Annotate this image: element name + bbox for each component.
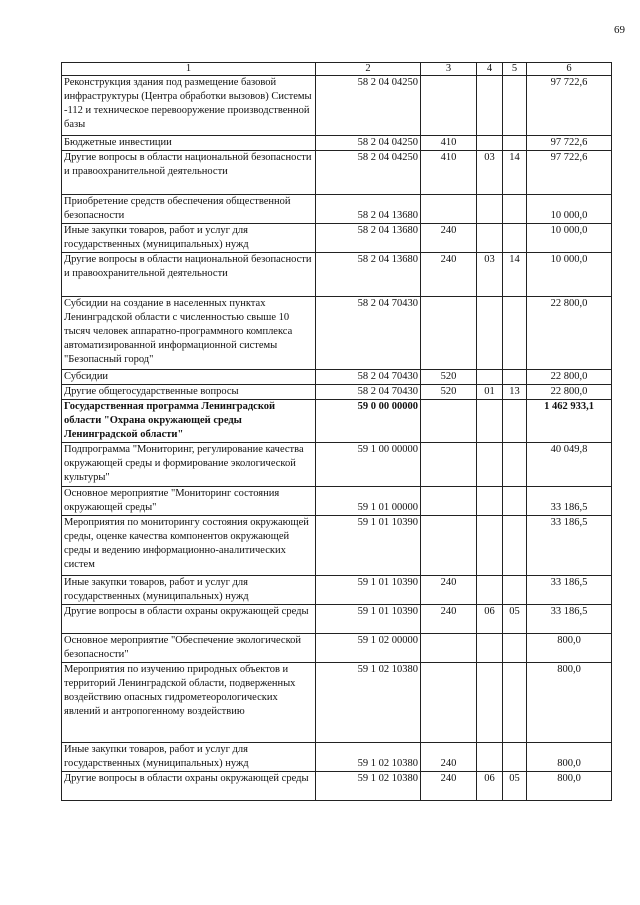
row-name-cell: Основное мероприятие "Мониторинг состояния окружающей среды" [62, 487, 316, 516]
table-row [62, 297, 612, 370]
row-expense-type-cell [421, 663, 477, 743]
row-subsection-cell: 05 [503, 605, 527, 634]
row-code-cell: 58 2 04 13680 [316, 253, 421, 297]
row-subsection-cell [503, 487, 527, 516]
table-row [62, 136, 612, 151]
table-row [62, 605, 612, 634]
row-code-cell: 58 2 04 04250 [316, 136, 421, 151]
row-subsection-cell [503, 136, 527, 151]
row-expense-type-cell [421, 487, 477, 516]
table-row [62, 253, 612, 297]
row-name-cell: Иные закупки товаров, работ и услуг для государственных (муниципальных) нужд [62, 576, 316, 605]
row-expense-type-cell [421, 400, 477, 443]
row-section-cell [477, 516, 503, 576]
table-row [62, 224, 612, 253]
row-section-cell: 03 [477, 253, 503, 297]
row-subsection-cell [503, 195, 527, 224]
header-col-3: 3 [421, 63, 477, 76]
row-section-cell: 06 [477, 605, 503, 634]
row-name-cell: Иные закупки товаров, работ и услуг для государственных (муниципальных) нужд [62, 224, 316, 253]
row-amount-cell: 97 722,6 [527, 151, 612, 195]
row-amount-cell: 800,0 [527, 772, 612, 801]
row-amount-cell: 33 186,5 [527, 576, 612, 605]
row-expense-type-cell: 240 [421, 772, 477, 801]
row-section-cell: 06 [477, 772, 503, 801]
row-amount-cell: 97 722,6 [527, 136, 612, 151]
row-amount-cell: 800,0 [527, 663, 612, 743]
row-name-cell: Субсидии [62, 370, 316, 385]
row-name-cell: Другие общегосударственные вопросы [62, 385, 316, 400]
row-subsection-cell [503, 634, 527, 663]
page-number: 69 [614, 24, 625, 36]
row-amount-cell: 22 800,0 [527, 385, 612, 400]
row-name-cell: Бюджетные инвестиции [62, 136, 316, 151]
row-section-cell [477, 76, 503, 136]
row-subsection-cell [503, 76, 527, 136]
header-col-4: 4 [477, 63, 503, 76]
row-name-cell: Мероприятия по мониторингу состояния окружающей среды, оценке качества компонентов окружающей среды и ведению информационно-аналитических систем [62, 516, 316, 576]
table-row [62, 634, 612, 663]
table-row [62, 516, 612, 576]
row-section-cell [477, 663, 503, 743]
row-name-cell: Другие вопросы в области национальной безопасности и правоохранительной деятельности [62, 151, 316, 195]
table-header-row [62, 63, 612, 76]
row-name-cell: Подпрограмма "Мониторинг, регулирование качества окружающей среды и формирование экологической культуры" [62, 443, 316, 487]
row-code-cell: 59 1 02 10380 [316, 663, 421, 743]
table-row [62, 400, 612, 443]
budget-table [61, 62, 612, 801]
row-expense-type-cell [421, 76, 477, 136]
row-subsection-cell [503, 663, 527, 743]
row-subsection-cell: 14 [503, 151, 527, 195]
row-amount-cell: 22 800,0 [527, 297, 612, 370]
row-section-cell [477, 743, 503, 772]
row-code-cell: 59 1 01 10390 [316, 605, 421, 634]
row-subsection-cell [503, 370, 527, 385]
row-amount-cell: 800,0 [527, 743, 612, 772]
budget-table-body [62, 63, 612, 801]
table-row [62, 743, 612, 772]
row-code-cell: 58 2 04 13680 [316, 195, 421, 224]
table-row [62, 370, 612, 385]
row-amount-cell: 33 186,5 [527, 605, 612, 634]
row-code-cell: 58 2 04 13680 [316, 224, 421, 253]
row-code-cell: 59 1 00 00000 [316, 443, 421, 487]
table-row [62, 663, 612, 743]
header-col-1: 1 [62, 63, 316, 76]
row-expense-type-cell: 410 [421, 151, 477, 195]
row-expense-type-cell [421, 195, 477, 224]
row-code-cell: 58 2 04 70430 [316, 385, 421, 400]
table-row [62, 385, 612, 400]
row-name-cell: Мероприятия по изучению природных объектов и территорий Ленинградской области, подверженных воздействию опасных гидрометеорологических явлений и антропогенному воздействию [62, 663, 316, 743]
row-name-cell: Другие вопросы в области охраны окружающей среды [62, 772, 316, 801]
row-amount-cell: 10 000,0 [527, 253, 612, 297]
table-row [62, 76, 612, 136]
row-code-cell: 59 1 01 10390 [316, 576, 421, 605]
table-row [62, 443, 612, 487]
row-expense-type-cell: 240 [421, 605, 477, 634]
table-row [62, 151, 612, 195]
row-subsection-cell [503, 400, 527, 443]
row-section-cell [477, 634, 503, 663]
row-code-cell: 59 1 02 10380 [316, 772, 421, 801]
row-section-cell [477, 443, 503, 487]
row-section-cell [477, 487, 503, 516]
row-name-cell: Другие вопросы в области национальной безопасности и правоохранительной деятельности [62, 253, 316, 297]
row-amount-cell: 22 800,0 [527, 370, 612, 385]
row-section-cell [477, 195, 503, 224]
row-section-cell [477, 400, 503, 443]
row-name-cell: Основное мероприятие "Обеспечение экологической безопасности" [62, 634, 316, 663]
row-amount-cell: 10 000,0 [527, 224, 612, 253]
table-row [62, 195, 612, 224]
row-subsection-cell: 05 [503, 772, 527, 801]
row-subsection-cell [503, 443, 527, 487]
row-code-cell: 59 1 01 10390 [316, 516, 421, 576]
row-name-cell: Другие вопросы в области охраны окружающей среды [62, 605, 316, 634]
row-name-cell: Государственная программа Ленинградской области "Охрана окружающей среды Ленинградской области" [62, 400, 316, 443]
row-expense-type-cell [421, 443, 477, 487]
row-subsection-cell [503, 743, 527, 772]
header-col-6: 6 [527, 63, 612, 76]
row-section-cell [477, 224, 503, 253]
row-amount-cell: 40 049,8 [527, 443, 612, 487]
row-code-cell: 58 2 04 70430 [316, 297, 421, 370]
row-name-cell: Иные закупки товаров, работ и услуг для государственных (муниципальных) нужд [62, 743, 316, 772]
row-expense-type-cell: 240 [421, 576, 477, 605]
row-code-cell: 58 2 04 04250 [316, 151, 421, 195]
row-section-cell [477, 136, 503, 151]
row-expense-type-cell: 520 [421, 385, 477, 400]
row-subsection-cell: 13 [503, 385, 527, 400]
row-amount-cell: 33 186,5 [527, 487, 612, 516]
row-code-cell: 59 1 02 10380 [316, 743, 421, 772]
header-col-5: 5 [503, 63, 527, 76]
row-section-cell: 01 [477, 385, 503, 400]
row-amount-cell: 10 000,0 [527, 195, 612, 224]
row-subsection-cell [503, 576, 527, 605]
row-subsection-cell [503, 224, 527, 253]
row-name-cell: Реконструкция здания под размещение базовой инфраструктуры (Центра обработки вызовов) Системы -112 и техническое перевооружение производственной базы [62, 76, 316, 136]
row-section-cell [477, 370, 503, 385]
header-col-2: 2 [316, 63, 421, 76]
row-name-cell: Субсидии на создание в населенных пунктах Ленинградской области с численностью свыше 10 тысяч человек аппаратно-программного комплекса автоматизированной информационной системы "Безопасный город" [62, 297, 316, 370]
row-expense-type-cell [421, 516, 477, 576]
row-subsection-cell [503, 297, 527, 370]
row-code-cell: 59 1 01 00000 [316, 487, 421, 516]
table-row [62, 576, 612, 605]
row-name-cell: Приобретение средств обеспечения общественной безопасности [62, 195, 316, 224]
row-section-cell [477, 297, 503, 370]
row-amount-cell: 97 722,6 [527, 76, 612, 136]
row-code-cell: 58 2 04 70430 [316, 370, 421, 385]
row-subsection-cell: 14 [503, 253, 527, 297]
row-section-cell: 03 [477, 151, 503, 195]
row-amount-cell: 800,0 [527, 634, 612, 663]
row-code-cell: 58 2 04 04250 [316, 76, 421, 136]
row-expense-type-cell: 240 [421, 743, 477, 772]
row-expense-type-cell [421, 297, 477, 370]
table-row [62, 487, 612, 516]
row-subsection-cell [503, 516, 527, 576]
row-expense-type-cell: 520 [421, 370, 477, 385]
row-section-cell [477, 576, 503, 605]
row-amount-cell: 1 462 933,1 [527, 400, 612, 443]
row-expense-type-cell [421, 634, 477, 663]
row-expense-type-cell: 410 [421, 136, 477, 151]
row-code-cell: 59 1 02 00000 [316, 634, 421, 663]
row-expense-type-cell: 240 [421, 253, 477, 297]
row-expense-type-cell: 240 [421, 224, 477, 253]
table-row [62, 772, 612, 801]
row-code-cell: 59 0 00 00000 [316, 400, 421, 443]
row-amount-cell: 33 186,5 [527, 516, 612, 576]
